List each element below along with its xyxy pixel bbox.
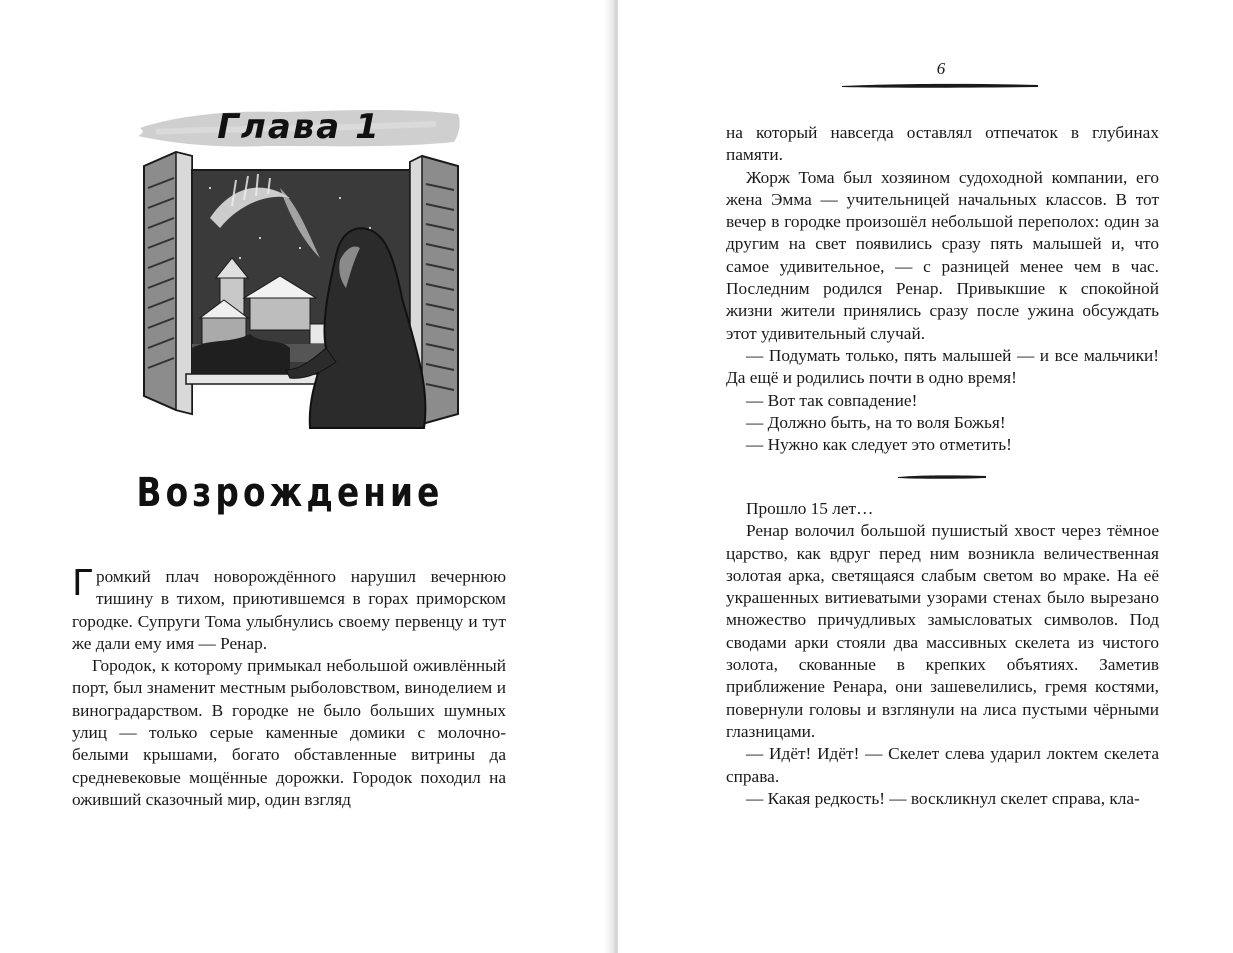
chapter-banner xyxy=(136,102,462,152)
dialogue-line: — Какая редкость! — воскликнул скелет справа, кла- xyxy=(746,788,1140,808)
dialogue-line: — Должно быть, на то воля Божья! xyxy=(746,412,1006,432)
dialogue-line: — Вот так совпадение! xyxy=(746,390,918,410)
paragraph: Городок, к которому примыкал небольшой оживлённый порт, был знаменит местным рыболовством, виноделием и виноградарством. В городке не было больших шумных улиц — только серые каменные домики с молочно-белыми крышами, богато обставленные витрины да средневековые мощённые дорожки. Городок походил на оживший сказочный мир, один взгляд xyxy=(72,656,506,809)
right-body-text-top xyxy=(726,122,1159,456)
window-night-illustration xyxy=(140,148,462,430)
chapter-title: Возрождение xyxy=(136,470,444,516)
paragraph: Жорж Тома был хозяином судоходной компании, его жена Эмма — учительницей начальных классов. В тот вечер в городке произошёл небольшой переполох: один за другим на свет появились сразу пять малышей и, что самое удивительное, — с разницей менее чем в час. Последним родился Ренар. Привыкшие к спокойной жизни жители принялись сразу после ужина обсуждать этот удивительный случай. xyxy=(726,167,1159,343)
paragraph: Громкий плач новорождённого нарушил вечернюю тишину в тихом, приютившемся в горах приморском городке. Супруги Тома улыбнулись своему первенцу и тут же дали ему имя — Ренар. xyxy=(72,563,506,653)
paragraph: Прошло 15 лет… xyxy=(746,499,874,518)
left-page xyxy=(0,0,612,953)
drop-cap: Г xyxy=(72,563,94,604)
dialogue-line: — Подумать только, пять малышей — и все мальчики! Да ещё и родились почти в одно время! xyxy=(726,345,1159,388)
dialogue-line: — Идёт! Идёт! — Скелет слева ударил локтем скелета справа. xyxy=(726,744,1159,786)
chapter-label: Глава 1 xyxy=(217,107,381,147)
right-body-text-bottom xyxy=(726,498,1159,810)
dialogue-line: — Нужно как следует это отметить! xyxy=(746,435,1012,455)
paragraph: Ренар волочил большой пушистый хвост через тёмное царство, как вдруг перед ним возникла величественная золотая арка, светящаяся слабым светом во мраке. На её украшенных витиеватыми узорами стенах было вырезано множество причудливых замысловатых символов. Под сводами арки стояли два массивных скелета из чистого золота, скованные в крепких объятиях. Заметив приближение Ренара, они зашевелились, гремя костями, повернули головы и взглянули на лиса пустыми чёрными глазницами. xyxy=(726,521,1159,741)
header-rule xyxy=(842,82,1038,90)
left-shutter xyxy=(144,152,192,414)
page-number: 6 xyxy=(936,59,946,78)
paragraph: на который навсегда оставлял отпечаток в глубинах памяти. xyxy=(726,123,1159,165)
section-divider xyxy=(898,474,986,480)
left-body-text xyxy=(72,563,506,811)
